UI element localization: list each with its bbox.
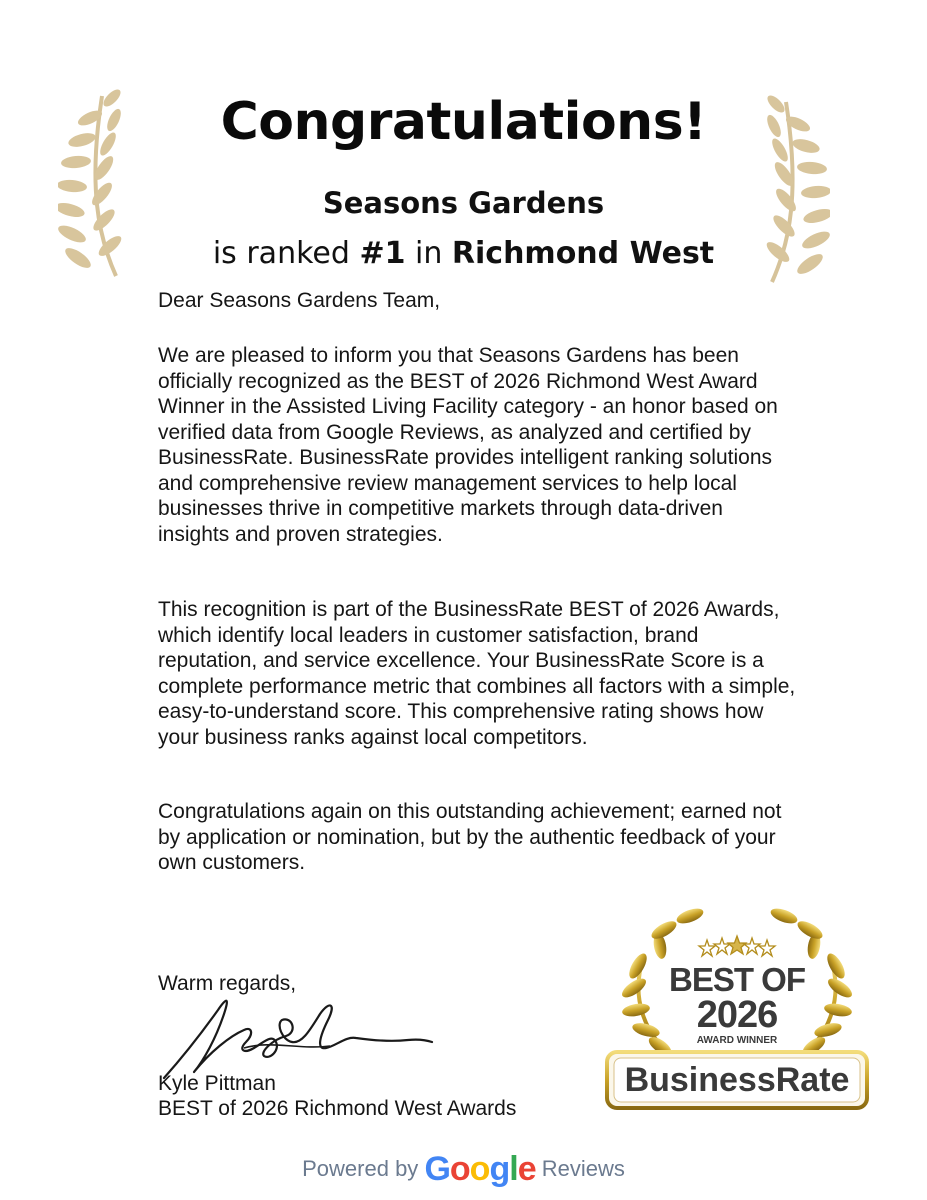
letter-paragraph-2: This recognition is part of the BusinessRate BEST of 2026 Awards, which identify local leaders in customer satisfaction, brand reputation, and service excellence. Your BusinessRate Score is a complete performance metric that combines all factors with a simple, easy-to-understand score. This comprehensive rating shows how your business ranks against local competitors.: [158, 598, 796, 749]
letter-greeting: Dear Seasons Gardens Team,: [158, 289, 441, 312]
rank-value: #1: [359, 236, 406, 271]
badge-subtitle: AWARD WINNER: [696, 1035, 778, 1046]
badge-year: 2026: [696, 994, 778, 1036]
reviews-label: Reviews: [541, 1156, 625, 1181]
powered-by-label: Powered by: [302, 1156, 419, 1181]
rank-line: [0, 236, 927, 271]
best-of-2026-badge: [604, 906, 870, 1112]
letter-closing: Warm regards,: [158, 972, 297, 995]
signer-name: Kyle Pittman: [158, 1072, 276, 1095]
letter-paragraph-1: We are pleased to inform you that Seasons Gardens has been officially recognized as the BEST of 2026 Richmond West Award Winner in the Assisted Living Facility category - an honor based on verified data from Google Reviews, as analyzed and certified by BusinessRate. BusinessRate provides intelligent ranking solutions and comprehensive review management services to help local businesses thrive in competitive markets through data-driven insights and proven strategies.: [158, 344, 778, 546]
business-name: Seasons Gardens: [322, 186, 605, 220]
badge-brand: BusinessRate: [624, 1061, 850, 1099]
google-logo: Google: [424, 1150, 536, 1188]
rank-in: in: [415, 236, 443, 271]
powered-by-footer: [0, 1150, 927, 1189]
badge-stars-icon: [699, 936, 775, 956]
badge-best-of: BEST OF: [668, 961, 806, 998]
signer-organization: BEST of 2026 Richmond West Awards: [158, 1097, 517, 1120]
rank-location: Richmond West: [451, 236, 715, 271]
rank-prefix: is ranked: [212, 236, 350, 271]
page-title: Congratulations!: [220, 92, 707, 152]
letter-paragraph-3: Congratulations again on this outstanding achievement; earned not by application or nomination, but by the authentic feedback of your own customers.: [158, 800, 782, 874]
